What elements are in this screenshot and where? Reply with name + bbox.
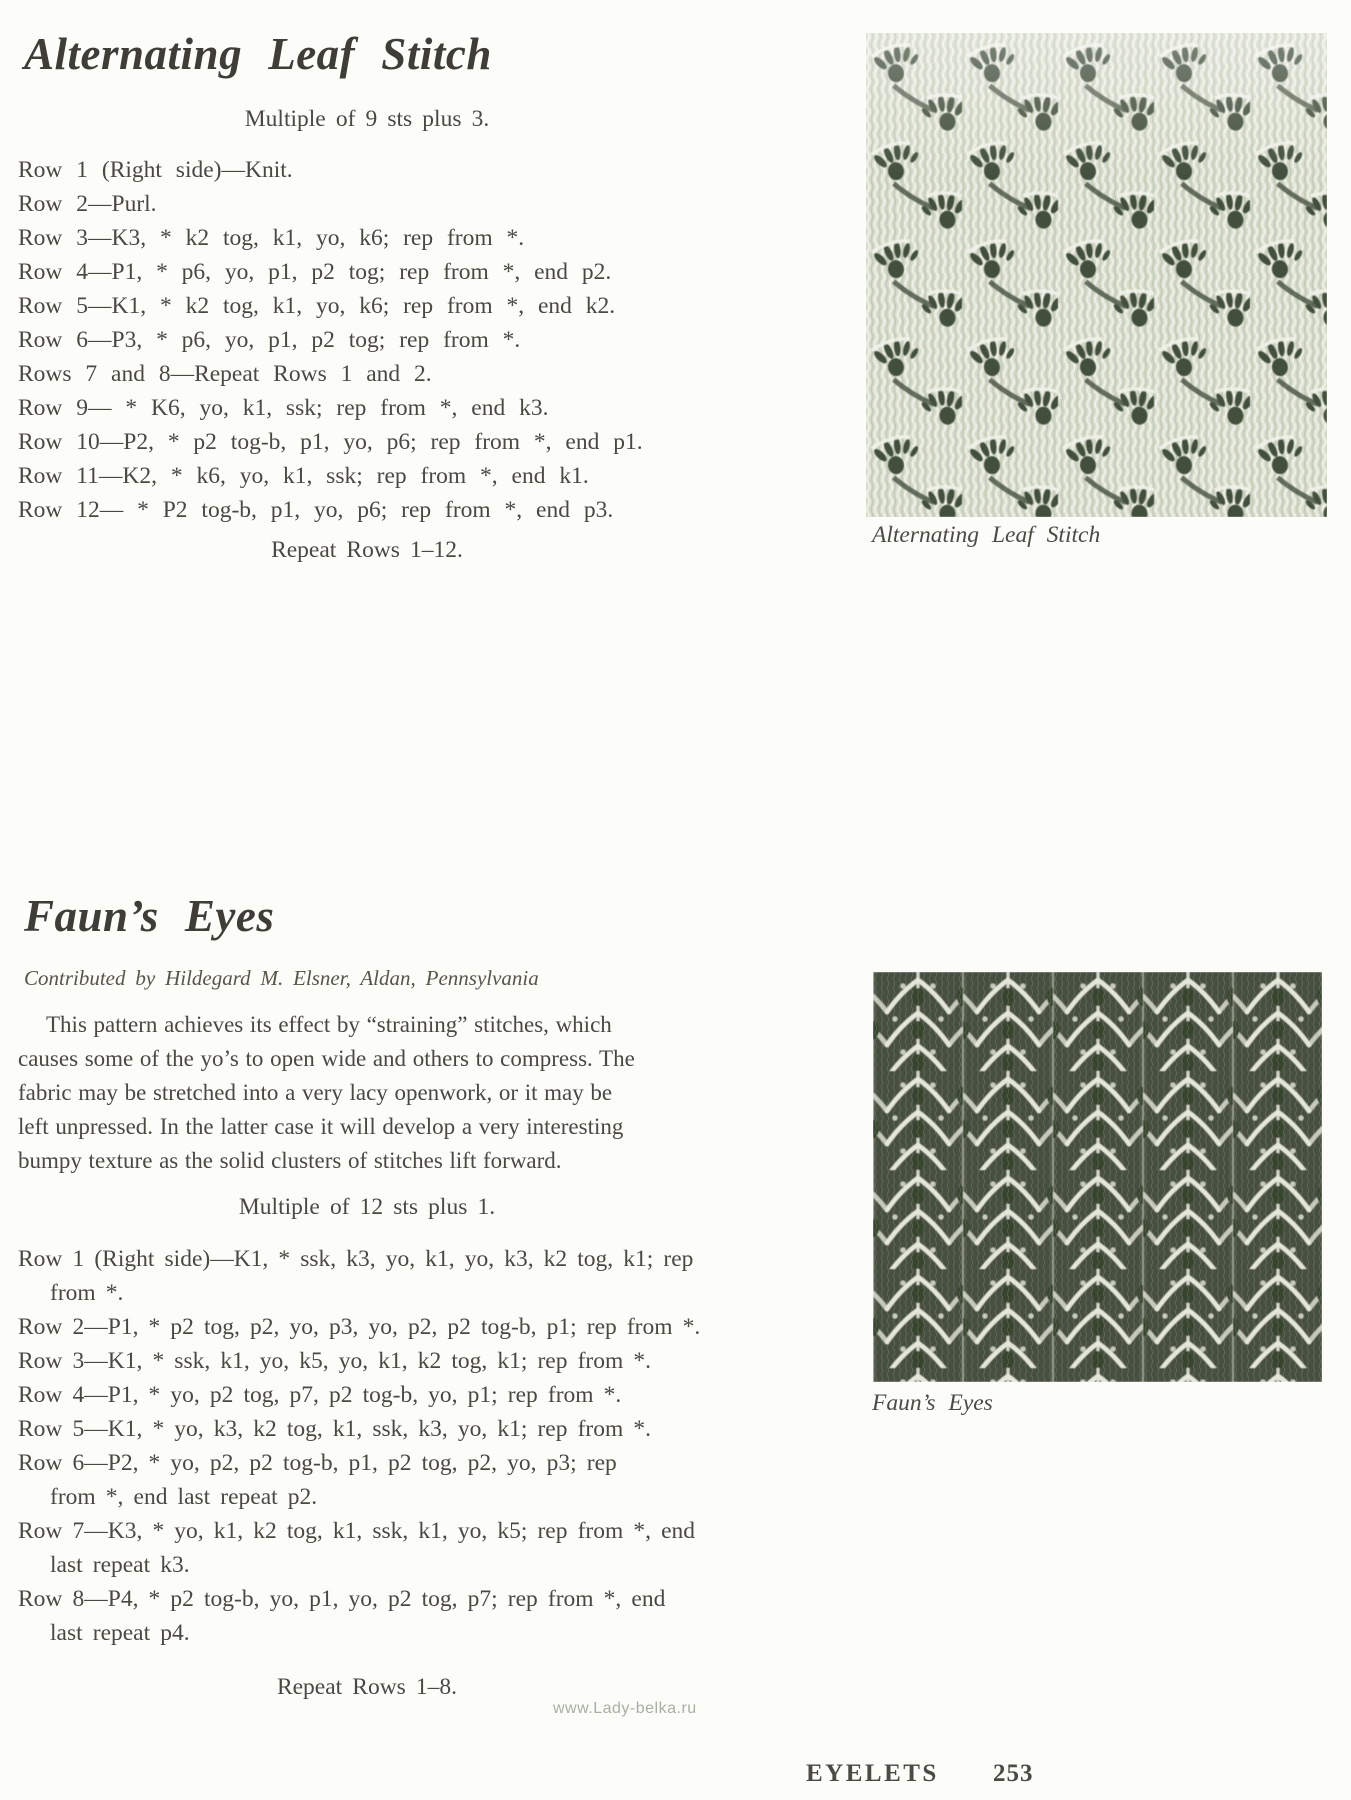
pattern-row: Row 1 (Right side)—Knit.: [18, 157, 293, 183]
pattern-row: Row 2—Purl.: [18, 191, 157, 217]
section-title-alternating-leaf-stitch: Alternating Leaf Stitch: [24, 29, 492, 79]
pattern-rows-fauns-eyes: [18, 1242, 700, 1650]
knit-swatch-photo-alternating-leaf: [866, 33, 1327, 517]
pattern-row: Row 3—K3, * k2 tog, k1, yo, k6; rep from *.: [18, 225, 525, 251]
pattern-row: Row 4—P1, * yo, p2 tog, p7, p2 tog-b, yo, p1; rep from *.: [18, 1382, 622, 1408]
pattern-row: Row 5—K1, * yo, k3, k2 tog, k1, ssk, k3, yo, k1; rep from *.: [18, 1416, 651, 1442]
pattern-row: Row 11—K2, * k6, yo, k1, ssk; rep from *, end k1.: [18, 463, 589, 489]
paragraph-line: left unpressed. In the latter case it will develop a very interesting: [18, 1114, 624, 1139]
photo-caption: Faun’s Eyes: [872, 1390, 993, 1416]
pattern-row: Row 5—K1, * k2 tog, k1, yo, k6; rep from *, end k2.: [18, 293, 616, 319]
footer-page-number: 253: [993, 1760, 1034, 1787]
repeat-note: Repeat Rows 1–8.: [276, 1674, 458, 1700]
pattern-row: Row 6—P2, * yo, p2, p2 tog-b, p1, p2 tog, p2, yo, p3; rep: [18, 1450, 617, 1476]
paragraph-line: fabric may be stretched into a very lacy openwork, or it may be: [18, 1080, 613, 1105]
photo-caption: Alternating Leaf Stitch: [872, 522, 1101, 548]
intro-paragraph: [18, 1008, 635, 1178]
knit-swatch-image: [866, 33, 1327, 517]
pattern-row-continuation: last repeat p4.: [50, 1620, 190, 1646]
section-title-fauns-eyes: Faun’s Eyes: [24, 891, 275, 941]
contributor-line: Contributed by Hildegard M. Elsner, Aldan, Pennsylvania: [24, 966, 539, 990]
multiple-note: Multiple of 9 sts plus 3.: [244, 106, 490, 132]
multiple-note: Multiple of 12 sts plus 1.: [238, 1194, 496, 1220]
pattern-row: Rows 7 and 8—Repeat Rows 1 and 2.: [18, 361, 432, 387]
pattern-row: Row 2—P1, * p2 tog, p2, yo, p3, yo, p2, p2 tog-b, p1; rep from *.: [18, 1314, 701, 1340]
pattern-row: Row 12— * P2 tog-b, p1, yo, p6; rep from *, end p3.: [18, 497, 614, 523]
paragraph-line: bumpy texture as the solid clusters of stitches lift forward.: [18, 1148, 562, 1173]
knit-swatch-image: [873, 972, 1322, 1382]
pattern-rows-alternating-leaf: [18, 153, 643, 527]
pattern-row: Row 8—P4, * p2 tog-b, yo, p1, yo, p2 tog, p7; rep from *, end: [18, 1586, 666, 1612]
pattern-row-continuation: from *, end last repeat p2.: [50, 1484, 318, 1510]
pattern-row: Row 4—P1, * p6, yo, p1, p2 tog; rep from *, end p2.: [18, 259, 612, 285]
pattern-row-continuation: from *.: [50, 1280, 124, 1306]
pattern-row: Row 7—K3, * yo, k1, k2 tog, k1, ssk, k1, yo, k5; rep from *, end: [18, 1518, 696, 1544]
paragraph-line: This pattern achieves its effect by “straining” stitches, which: [46, 1012, 612, 1037]
repeat-note: Repeat Rows 1–12.: [271, 537, 463, 563]
watermark-url: www.Lady-belka.ru: [553, 1700, 697, 1717]
pattern-row: Row 3—K1, * ssk, k1, yo, k5, yo, k1, k2 tog, k1; rep from *.: [18, 1348, 651, 1374]
pattern-row-continuation: last repeat k3.: [50, 1552, 190, 1578]
knit-swatch-photo-fauns-eyes: [873, 972, 1322, 1382]
paragraph-line: causes some of the yo’s to open wide and others to compress. The: [18, 1046, 635, 1071]
pattern-row: Row 6—P3, * p6, yo, p1, p2 tog; rep from *.: [18, 327, 521, 353]
pattern-row: Row 1 (Right side)—K1, * ssk, k3, yo, k1, yo, k3, k2 tog, k1; rep: [18, 1246, 694, 1272]
pattern-row: Row 10—P2, * p2 tog-b, p1, yo, p6; rep from *, end p1.: [18, 429, 643, 455]
pattern-row: Row 9— * K6, yo, k1, ssk; rep from *, end k3.: [18, 395, 549, 421]
footer-chapter-label: EYELETS: [806, 1760, 939, 1787]
